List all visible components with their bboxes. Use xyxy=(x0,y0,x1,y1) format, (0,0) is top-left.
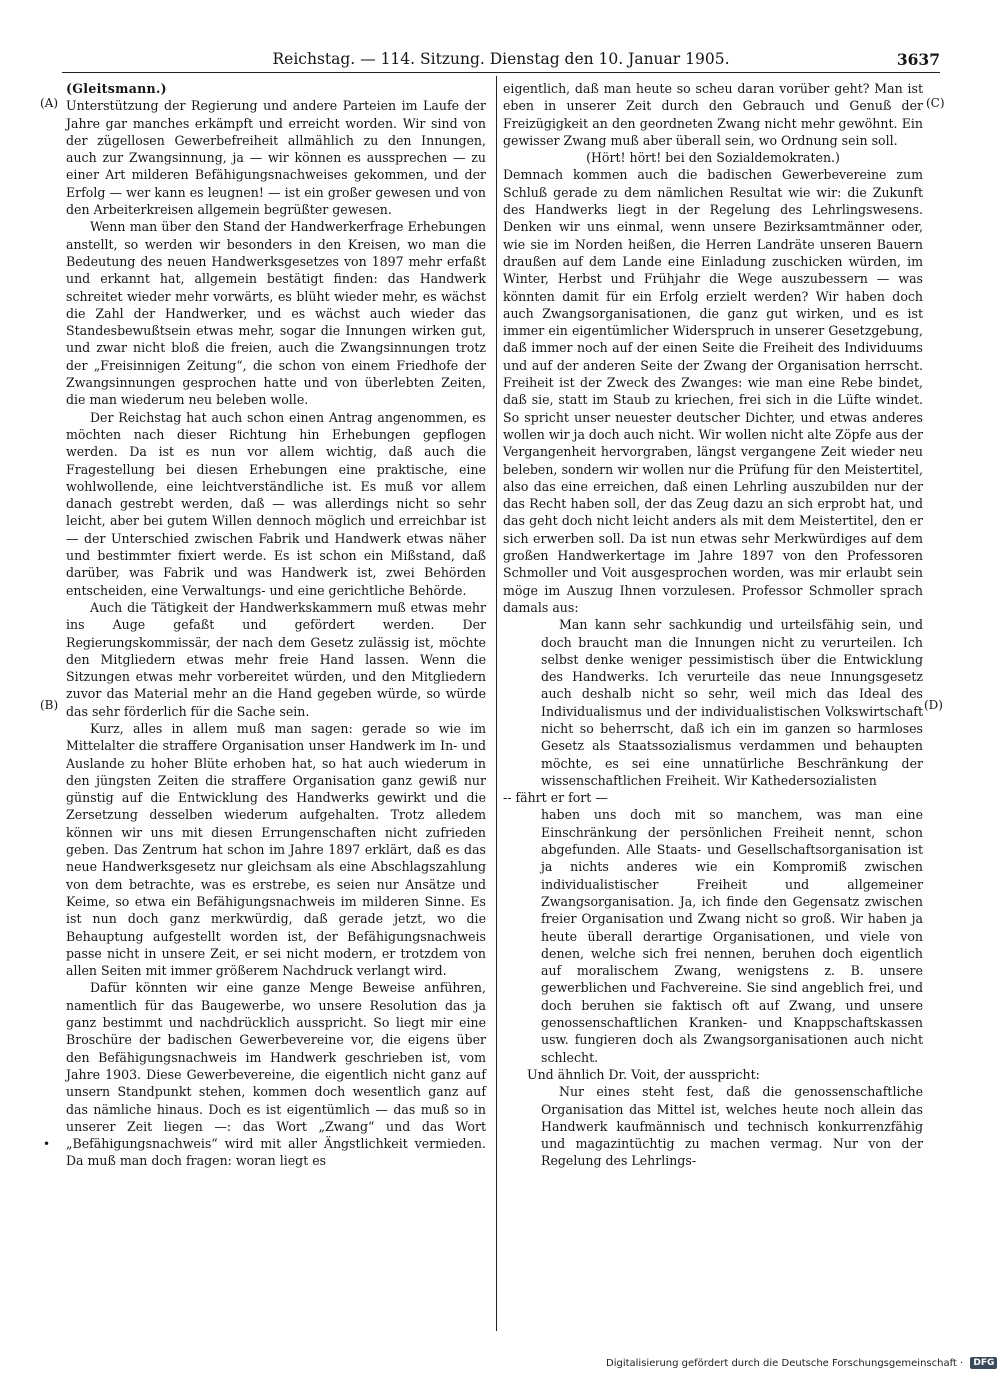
margin-mark-c: (C) xyxy=(926,96,945,110)
margin-mark-b: (B) xyxy=(40,698,59,712)
funding-footer xyxy=(606,1357,997,1369)
running-header xyxy=(62,50,940,72)
paragraph: Und ähnlich Dr. Voit, der ausspricht: xyxy=(527,1066,760,1082)
running-title: Reichstag. — 114. Sitzung. Dienstag den 10. Januar 1905. xyxy=(272,50,730,68)
paragraph: eigentlich, daß man heute so scheu daran vorüber geht? Man ist eben in unserer Zeit durch den Gebrauch und Genuß der Freizügigkeit an den geordneten Zwang nicht mehr gewöhnt. Ein gewisser Zwang muß aber überall sein, wo Ordnung sein soll. xyxy=(503,81,923,148)
quotation xyxy=(541,616,923,789)
quote-text: haben uns doch mit so manchem, was man eine Einschränkung der persönlichen Freiheit nennt, schon abgefunden. Alle Staats- und Gesellschaftsorganisation ist ja nichts anderes wie ein Kompromiß zwischen individualistischer Freiheit und allgemeiner Zwangsorganisation. Ja, ich finde den Gegensatz zwischen freier Organisation und Zwang nicht so groß. Wir haben ja heute überall derartige Organisationen, und viele von denen, welche sich frei nennen, beruhen doch eigentlich auf moralischem Zwang, wenigstens z. B. unsere gewerblichen und Fachvereine. Sie sind angeblich frei, und doch beruhen sie faktisch oft auf Zwang, und unsere genossenschaftlichen Kranken- und Knappschaftskassen usw. fungieren doch als Zwangsorganisationen auch nicht schlecht. xyxy=(541,807,923,1065)
header-rule xyxy=(62,72,940,73)
paragraph: Der Reichstag hat auch schon einen Antrag angenommen, es möchten nach dieser Richtung hin Erhebungen gepflogen werden. Da ist es nun vor allem wichtig, daß auch die Fragestellung bei diesen Erhebungen eine praktische, eine wohlwollende, eine leichtverständliche ist. Es muß vor allem danach gestrebt werden, daß — was allerdings nicht so sehr leicht, aber bei gutem Willen dennoch möglich und erreichbar ist — der Unterschied zwischen Fabrik und Handwerk etwas näher und bestimmter fixiert werde. Es ist schon ein Mißstand, daß darüber, was Fabrik und was Handwerk ist, zwei Behörden entscheiden, eine Verwaltungs- und eine gerichtliche Behörde. xyxy=(66,409,486,598)
margin-dot: • xyxy=(43,1137,51,1151)
quote-text: Man kann sehr sachkundig und urteilsfähig sein, und doch braucht man die Innungen nicht zu verurteilen. Ich selbst denke weniger pessimistisch über die Entwicklung des Handwerks. Ich verurteile das neue Innungsgesetz auch deshalb nicht so sehr, weil mich das Ideal des Individualismus und der individualistischen Volkswirtschaft nicht so beherrscht, daß ich ein im ganzen so harmloses Gesetz als Staatssozialismus verdammen und behaupten möchte, es sei eine unnatürliche Beschränkung der wissenschaftlichen Freiheit. Wir Kathedersozialisten xyxy=(541,617,923,788)
footer-text: Digitalisierung gefördert durch die Deutsche Forschungsgemeinschaft · xyxy=(606,1358,964,1369)
continuation-note: -- fährt er fort — xyxy=(503,790,608,806)
paragraph: Wenn man über den Stand der Handwerkerfrage Erhebungen anstellt, so werden wir besonders in den Kreisen, wo man die Bedeutung des neuen Handwerksgesetzes von 1897 mehr erfaßt und erkannt hat, allgemein bestätigt finden: das Handwerk schreitet wieder mehr vorwärts, es blüht wieder mehr, es wächst die Zahl der Handwerker, und es wächst auch wieder das Standesbewußtsein etwas mehr, sogar die Innungen wirken gut, und zwar nicht bloß die freien, auch die Zwangsinnungen trotz der „Freisinnigen Zeitung“, die schon von einem Friedhofe der Zwangsinnungen gesprochen hatte und von überlebten Zeiten, die man wiederum neu beleben wolle. xyxy=(66,219,486,408)
right-column xyxy=(503,80,923,1170)
speaker-name: (Gleitsmann.) xyxy=(66,81,167,96)
paragraph: Unterstützung der Regierung und andere Parteien im Laufe der Jahre gar manches erkämpft und erreicht worden. Wir sind von der zügellosen Gewerbefreiheit allmählich zu den Innungen, auch zur Zwangsinnung, ja — wir können es aussprechen — zu einer Art milderen Befähigungsnachweises gekommen, und der Erfolg — wer kann es leugnen! — ist ein großer gewesen und von den Arbeiterkreisen allgemein begrüßter gewesen. xyxy=(66,98,486,218)
margin-mark-d: (D) xyxy=(924,698,943,712)
quotation xyxy=(541,1083,923,1169)
paragraph: Dafür könnten wir eine ganze Menge Beweise anführen, namentlich für das Baugewerbe, wo unsere Resolution das ja ganz bestimmt und nachdrücklich ausspricht. So liegt mir eine Broschüre der badischen Gewerbevereine vor, die eigens über den Befähigungsnachweis im Handwerk geschrieben ist, vom Jahre 1903. Diese Gewerbevereine, die eigentlich nicht ganz auf unsern Standpunkt stehen, kommen doch wesentlich ganz auf das nämliche hinaus. Doch es ist eigentümlich — das muß so in unserer Zeit liegen —: das Wort „Zwang“ und das Wort „Befähigungsnachweis“ wird mit aller Ängstlichkeit vermieden. Da muß man doch fragen: woran liegt es xyxy=(66,980,486,1169)
paragraph: Kurz, alles in allem muß man sagen: gerade so wie im Mittelalter die straffere Organisation unser Handwerk im In- und Auslande zu hoher Blüte erhoben hat, so hat auch wiederum in den jüngsten Zeiten die straffere Organisation ganz gewiß nur günstig auf die Entwicklung des Handwerks gewirkt und die Zersetzung desselben wiederum aufgehalten. Trotz alledem können wir uns mit diesen Errungenschaften nicht zufrieden geben. Das Zentrum hat schon im Jahre 1897 erklärt, daß es das neue Handwerksgesetz nur gleichsam als eine Abschlagszahlung von dem betrachte, was es erstrebe, es seien nur Ansätze und Keime, so etwa ein Befähigungsnachweis im milderen Sinne. Es ist nun doch ganz merkwürdig, daß gerade jetzt, wo die Behauptung aufgestellt worden ist, der Befähigungsnachweis passe nicht in unsere Zeit, er sei nicht modern, er trotzdem von allen Seiten mit immer größerem Nachdruck verlangt wird. xyxy=(66,720,486,979)
page-number: 3637 xyxy=(896,50,940,69)
quote-text: Nur eines steht fest, daß die genossenschaftliche Organisation das Mittel ist, welches heute noch allein das Handwerk kaufmännisch und technisch konkurrenzfähig und magazintüchtig zu machen vermag. Nur von der Regelung des Lehrlings- xyxy=(541,1084,923,1169)
column-divider xyxy=(496,76,497,1331)
paragraph: Demnach kommen auch die badischen Gewerbevereine zum Schluß gerade zu dem nämlichen Resultat wie wir: die Zukunft des Handwerks liegt in der Regelung des Lehrlingswesens. Denken wir uns einmal, wenn unsere Bezirksamtmänner oder, wie sie im Norden heißen, die Herren Landräte unseren Bauern draußen auf dem Lande eine Einladung zuschicken würden, im Winter, Herbst und Frühjahr die Wege auszubessern — was könnten damit für ein Erfolg erzielt werden? Wir haben doch auch Zwangsorganisationen, die ganz gut wirken, und es ist immer ein eigentümlicher Widerspruch in unserer Gesetzgebung, daß immer noch auf der einen Seite die Freiheit des Individuums und auf der anderen Seite der Zwang der Organisation herrscht. Freiheit ist der Zweck des Zwanges: wie man eine Rebe bindet, daß sie, statt im Staub zu kriechen, frei sich in die Lüfte windet. So spricht unser neuester deutscher Dichter, und etwas anderes wollen wir ja doch auch nicht. Wir wollen nicht alte Zöpfe aus der Vergangenheit hervorgraben, längst vergangene Zeit wieder neu beleben, sondern wir wollen nur die Prüfung für den Meistertitel, also das eine erreichen, daß einen Lehrling auszubilden nur der das Recht haben soll, der das Zeug dazu an sich erprobt hat, und das geht doch nicht leicht anders als mit dem Meistertitel, den er sich erwerben soll. Da ist nun etwas sehr Merkwürdiges auf dem großen Handwerkertage im Jahre 1897 von den Professoren Schmoller und Voit ausgesprochen worden, was mir erlaubt sein möge im Auszug Ihnen vorzulesen. Professor Schmoller sprach damals aus: xyxy=(503,167,923,615)
margin-mark-a: (A) xyxy=(40,96,59,110)
paragraph: Auch die Tätigkeit der Handwerkskammern muß etwas mehr ins Auge gefaßt und gefördert werden. Der Regierungskommissär, der nach dem Gesetz zulässig ist, möchte den Mitgliedern etwas mehr freie Hand lassen. Wenn die Sitzungen etwas mehr vorbereitet würden, und den Mitgliedern zuvor das Material mehr an die Hand gegeben würde, so würde das sehr förderlich für die Sache sein. xyxy=(66,599,486,719)
left-column xyxy=(66,80,486,1170)
interjection: (Hört! hört! bei den Sozialdemokraten.) xyxy=(586,150,840,166)
dfg-logo: DFG xyxy=(970,1357,997,1369)
quotation xyxy=(541,806,923,1065)
